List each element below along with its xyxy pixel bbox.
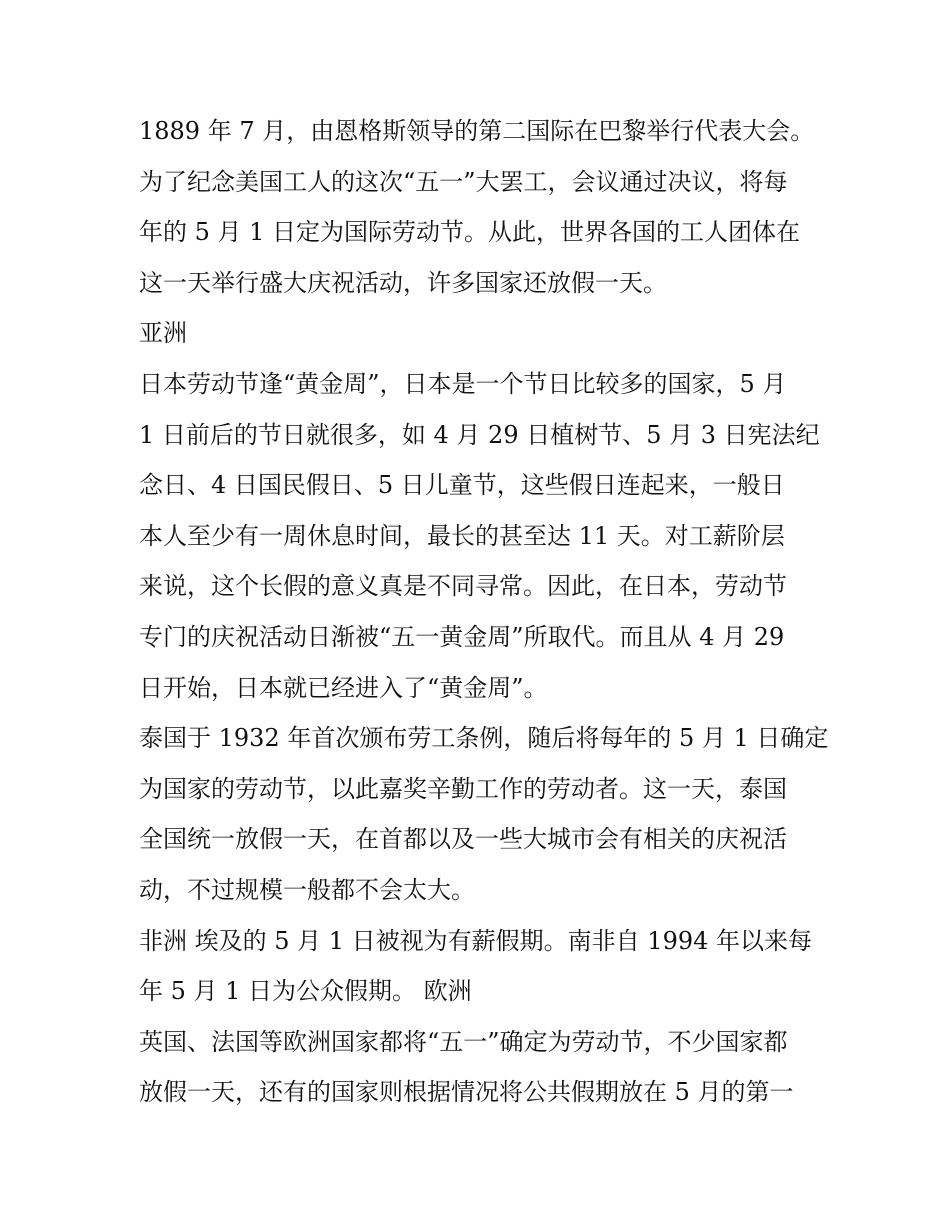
text-line: 放假一天，还有的国家则根据情况将公共假期放在 5 月的第一 bbox=[139, 1078, 794, 1107]
text-line: 年 5 月 1 日为公众假期。 欧洲 bbox=[139, 977, 472, 1006]
text-line: 为了纪念美国工人的这次“五一”大罢工，会议通过决议，将每 bbox=[139, 167, 788, 196]
section-heading-asia: 亚洲 bbox=[139, 319, 187, 348]
text-line: 非洲 埃及的 5 月 1 日被视为有薪假期。南非自 1994 年以来每 bbox=[139, 926, 813, 955]
text-line: 为国家的劳动节，以此嘉奖辛勤工作的劳动者。这一天，泰国 bbox=[139, 774, 787, 803]
text-line: 来说，这个长假的意义真是不同寻常。因此，在日本，劳动节 bbox=[139, 572, 787, 601]
document-body bbox=[139, 106, 829, 1118]
text-line: 日本劳动节逢“黄金周”，日本是一个节日比较多的国家，5 月 bbox=[139, 369, 787, 398]
text-line: 本人至少有一周休息时间，最长的甚至达 11 天。对工薪阶层 bbox=[139, 521, 785, 550]
text-line: 全国统一放假一天，在首都以及一些大城市会有相关的庆祝活 bbox=[139, 825, 787, 854]
text-line: 年的 5 月 1 日定为国际劳动节。从此，世界各国的工人团体在 bbox=[139, 218, 801, 247]
text-line: 1 日前后的节日就很多，如 4 月 29 日植树节、5 月 3 日宪法纪 bbox=[139, 420, 820, 449]
text-line: 这一天举行盛大庆祝活动，许多国家还放假一天。 bbox=[139, 268, 667, 297]
text-line: 英国、法国等欧洲国家都将“五一”确定为劳动节，不少国家都 bbox=[139, 1027, 788, 1056]
text-line: 专门的庆祝活动日渐被“五一黄金周”所取代。而且从 4 月 29 bbox=[139, 622, 785, 651]
text-line: 日开始，日本就已经进入了“黄金周”。 bbox=[139, 673, 548, 702]
text-line: 动，不过规模一般都不会太大。 bbox=[139, 875, 475, 904]
text-line: 1889 年 7 月，由恩格斯领导的第二国际在巴黎举行代表大会。 bbox=[139, 117, 815, 145]
text-line: 念日、4 日国民假日、5 日儿童节，这些假日连起来，一般日 bbox=[139, 471, 785, 500]
text-line: 泰国于 1932 年首次颁布劳工条例，随后将每年的 5 月 1 日确定 bbox=[139, 724, 829, 753]
